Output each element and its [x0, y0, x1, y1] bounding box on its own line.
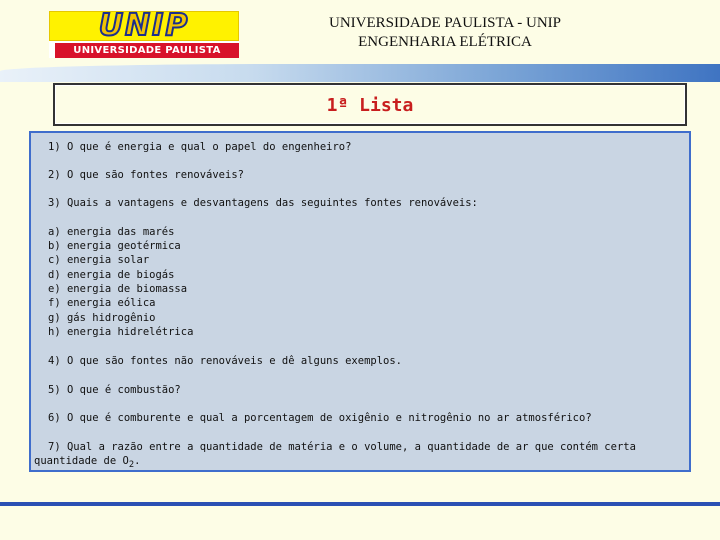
question-7-line-1: 7) Qual a razão entre a quantidade de matéria e o volume, a quantidade de ar que contém certa [48, 441, 636, 453]
header-divider [0, 64, 720, 82]
institution-header [280, 14, 610, 52]
question-2: 2) O que são fontes renováveis? [48, 169, 244, 181]
logo-wordmark: UNIP [98, 8, 190, 43]
question-1: 1) O que é energia e qual o papel do engenheiro? [48, 141, 352, 153]
question-7-text: quantidade de O [34, 455, 129, 467]
footer-divider [0, 502, 720, 506]
question-7-end: . [134, 455, 141, 467]
header-line-1: UNIVERSIDADE PAULISTA - UNIP [328, 15, 561, 31]
list-item: f) energia eólica [48, 297, 156, 309]
oxygen-subscript: 2 [128, 460, 135, 471]
unip-logo [49, 8, 239, 58]
question-7-line-2 [34, 455, 140, 470]
list-item: a) energia das marés [48, 226, 175, 238]
questions-panel [29, 131, 691, 472]
logo-wordmark-band [49, 8, 239, 43]
list-item: b) energia geotérmica [48, 240, 181, 252]
page-title: 1ª Lista [326, 95, 414, 116]
list-item: c) energia solar [48, 254, 150, 266]
header-line-2: ENGENHARIA ELÉTRICA [358, 34, 532, 50]
question-6: 6) O que é comburente e qual a porcentagem de oxigênio e nitrogênio no ar atmosférico? [48, 412, 592, 424]
list-item: e) energia de biomassa [48, 283, 188, 295]
question-4: 4) O que são fontes não renováveis e dê alguns exemplos. [48, 355, 403, 367]
title-box [53, 83, 687, 126]
list-item: d) energia de biogás [48, 269, 175, 281]
list-item: h) energia hidrelétrica [48, 326, 194, 338]
question-5: 5) O que é combustão? [48, 384, 181, 396]
logo-tagline: UNIVERSIDADE PAULISTA [55, 43, 239, 58]
list-item: g) gás hidrogênio [48, 312, 156, 324]
question-3: 3) Quais a vantagens e desvantagens das seguintes fontes renováveis: [48, 197, 478, 209]
